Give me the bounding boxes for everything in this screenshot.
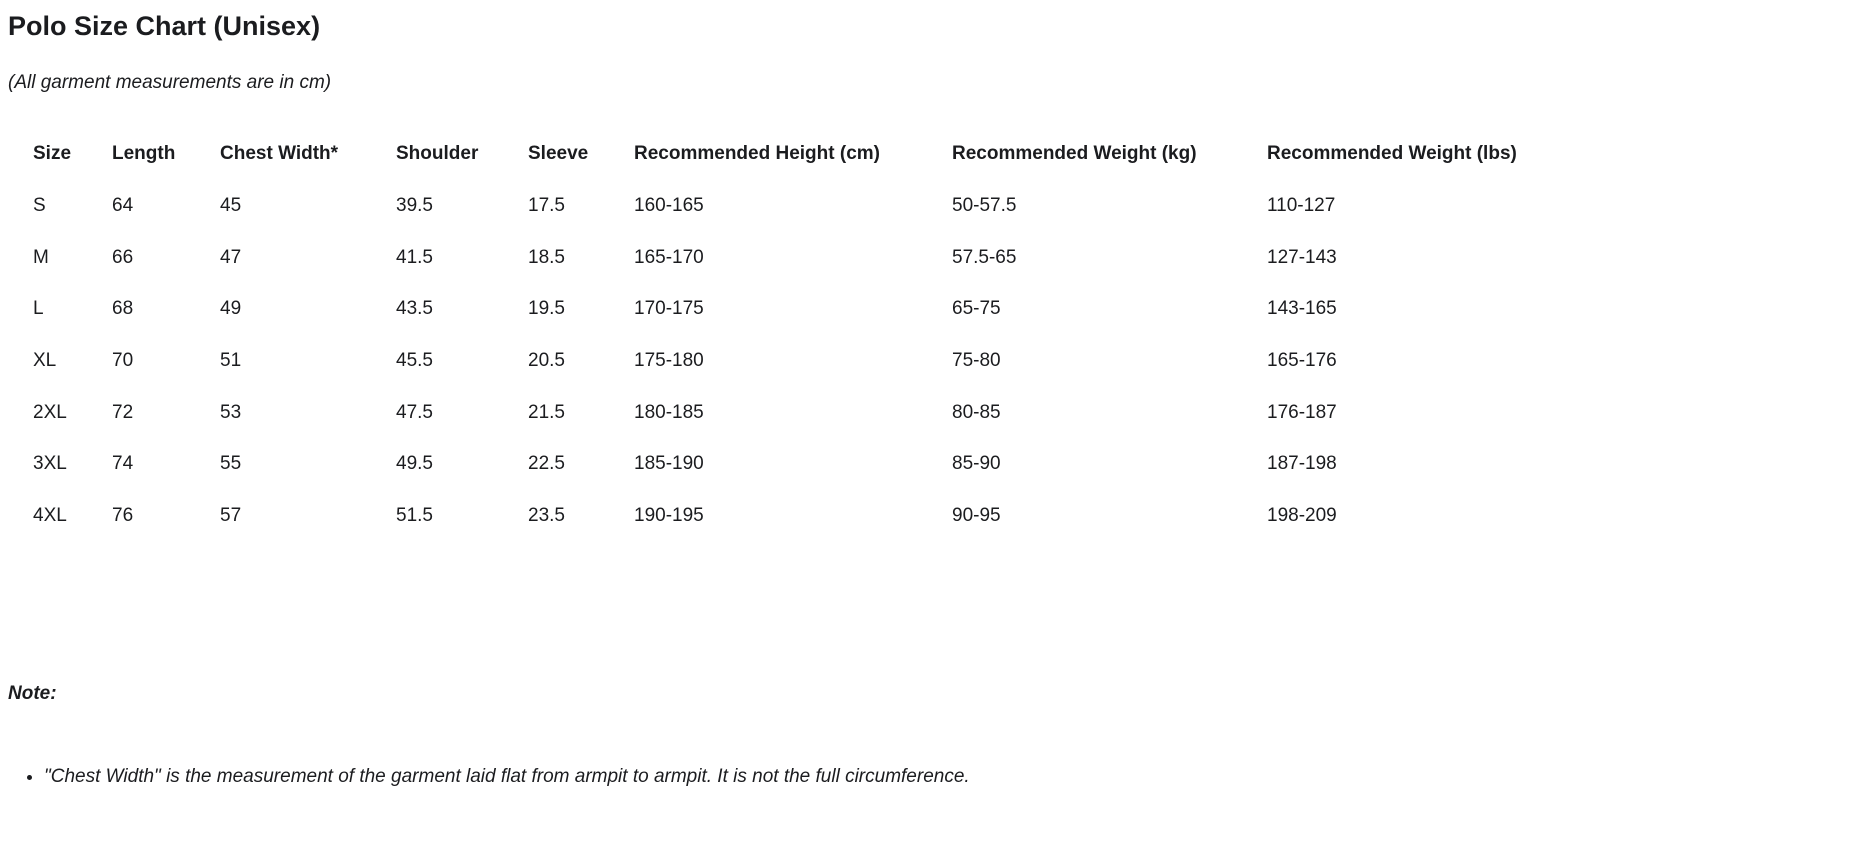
table-cell: 190-195: [634, 504, 704, 526]
table-cell: 51: [220, 349, 242, 371]
table-cell: 160-165: [634, 194, 704, 216]
table-cell: 80-85: [952, 401, 1001, 423]
table-cell: 50-57.5: [952, 194, 1017, 216]
table-cell: 66: [112, 246, 134, 268]
table-cell: 22.5: [528, 453, 565, 475]
table-cell: 127-143: [1267, 246, 1337, 268]
column-header: Chest Width*: [220, 143, 339, 165]
table-body: [33, 180, 1827, 541]
table-cell: 39.5: [396, 194, 433, 216]
table-cell: 65-75: [952, 298, 1001, 320]
note-heading: Note:: [8, 683, 57, 705]
table-cell: 85-90: [952, 453, 1001, 475]
table-cell: 2XL: [33, 401, 67, 423]
table-row: [33, 387, 1827, 439]
table-cell: 41.5: [396, 246, 433, 268]
table-cell: 165-176: [1267, 349, 1337, 371]
column-header: Length: [112, 143, 176, 165]
table-cell: 68: [112, 298, 134, 320]
table-cell: 23.5: [528, 504, 565, 526]
table-cell: 20.5: [528, 349, 565, 371]
table-cell: 43.5: [396, 298, 433, 320]
table-row: [33, 232, 1827, 284]
table-cell: 49.5: [396, 453, 433, 475]
table-cell: 143-165: [1267, 298, 1337, 320]
table-cell: 74: [112, 453, 134, 475]
table-header-row: [33, 128, 1827, 180]
table-cell: 70: [112, 349, 134, 371]
column-header: Size: [33, 143, 72, 165]
column-header: Recommended Weight (kg): [952, 143, 1197, 165]
table-cell: 47.5: [396, 401, 433, 423]
table-cell: 72: [112, 401, 134, 423]
table-row: [33, 283, 1827, 335]
table-cell: 176-187: [1267, 401, 1337, 423]
table-cell: 90-95: [952, 504, 1001, 526]
table-cell: 57.5-65: [952, 246, 1017, 268]
table-cell: 3XL: [33, 453, 67, 475]
table-cell: 4XL: [33, 504, 67, 526]
table-cell: 180-185: [634, 401, 704, 423]
table-cell: 187-198: [1267, 453, 1337, 475]
table-row: [33, 335, 1827, 387]
table-row: [33, 180, 1827, 232]
table-cell: M: [33, 246, 49, 268]
table-cell: 165-170: [634, 246, 704, 268]
table-cell: 18.5: [528, 246, 565, 268]
size-chart-table: [33, 128, 1827, 541]
table-cell: 64: [112, 194, 134, 216]
table-cell: 19.5: [528, 298, 565, 320]
table-cell: 45: [220, 194, 242, 216]
table-cell: 75-80: [952, 349, 1001, 371]
notes-list: [8, 764, 1844, 791]
table-cell: 53: [220, 401, 242, 423]
table-cell: 21.5: [528, 401, 565, 423]
table-cell: 45.5: [396, 349, 433, 371]
table-cell: 49: [220, 298, 242, 320]
column-header: Shoulder: [396, 143, 479, 165]
table-cell: 170-175: [634, 298, 704, 320]
table-row: [33, 490, 1827, 542]
table-cell: 76: [112, 504, 134, 526]
column-header: Recommended Weight (lbs): [1267, 143, 1517, 165]
table-cell: 51.5: [396, 504, 433, 526]
table-cell: 57: [220, 504, 242, 526]
table-cell: 185-190: [634, 453, 704, 475]
table-cell: 175-180: [634, 349, 704, 371]
table-cell: XL: [33, 349, 57, 371]
table-cell: 110-127: [1267, 194, 1336, 216]
column-header: Recommended Height (cm): [634, 143, 880, 165]
table-cell: 55: [220, 453, 242, 475]
table-cell: 17.5: [528, 194, 565, 216]
page-title: Polo Size Chart (Unisex): [8, 11, 321, 41]
table-cell: 47: [220, 246, 242, 268]
column-header: Sleeve: [528, 143, 589, 165]
table-cell: 198-209: [1267, 504, 1337, 526]
note-item: • "Chest Width" is the measurement of the garment laid flat from armpit to armpit. It is not the full circumference.: [44, 764, 1844, 791]
measurement-unit-subtitle: (All garment measurements are in cm): [8, 71, 332, 93]
table-cell: L: [33, 298, 44, 320]
table-cell: S: [33, 194, 46, 216]
table-row: [33, 438, 1827, 490]
